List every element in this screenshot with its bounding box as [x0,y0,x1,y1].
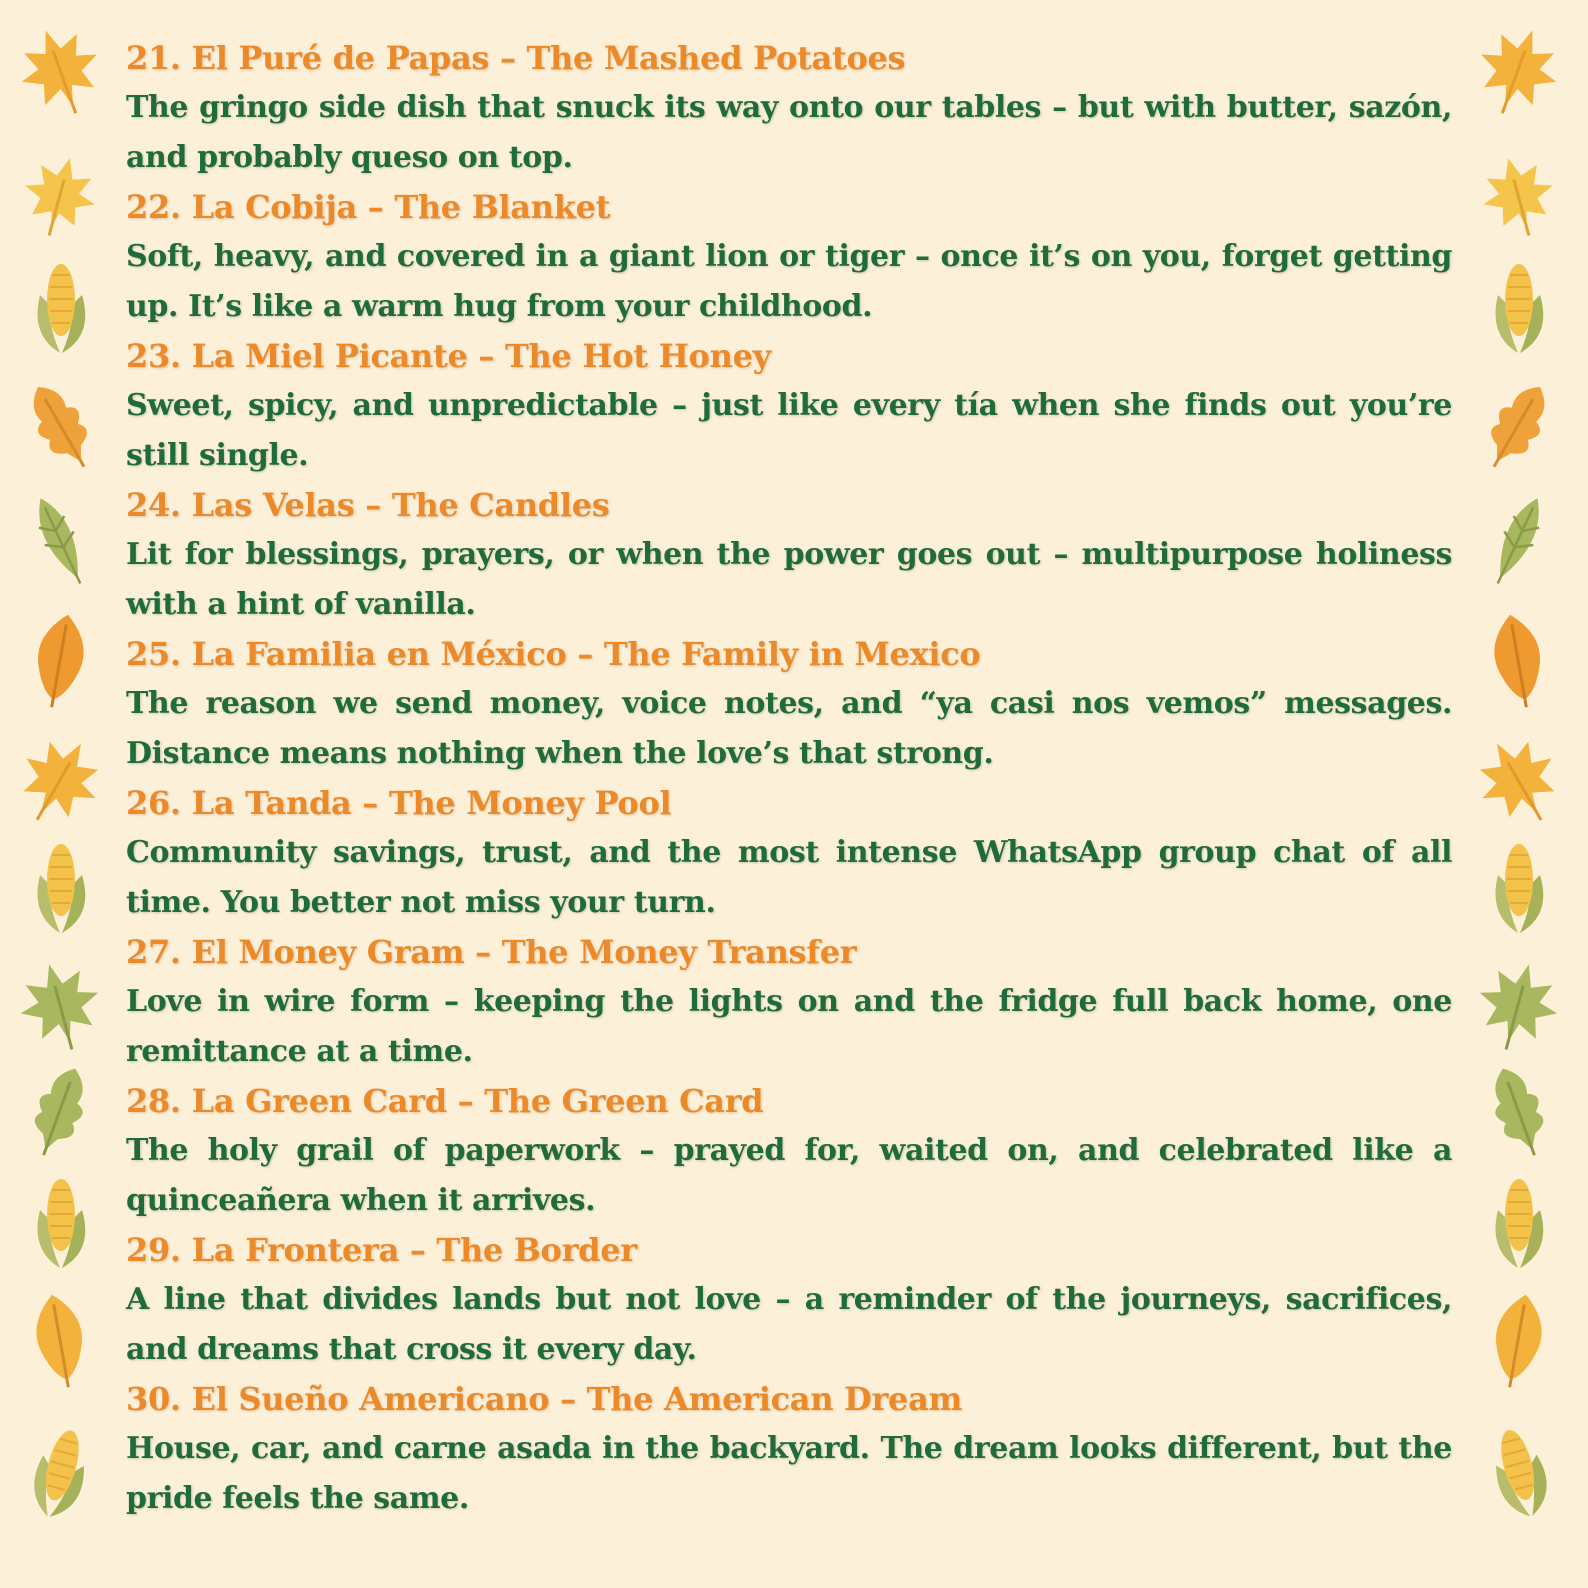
entry-title: 28. La Green Card – The Green Card [126,1082,764,1120]
maple-leaf-icon [1468,730,1568,830]
oval-leaf-icon [10,1290,110,1390]
corn-icon [1468,1420,1568,1520]
list-item [126,1375,1452,1524]
maple-leaf-icon [1468,20,1568,120]
entry-description: Love in wire form – keeping the lights on and the fridge full back home, one remittance at a time. [126,984,1452,1069]
entry-title: 23. La Miel Picante – The Hot Honey [126,337,771,375]
entry-description: A line that divides lands but not love – a reminder of the journeys, sacrifices, and dreams that cross it every day. [126,1282,1452,1367]
maple-leaf-icon [10,20,110,120]
corn-icon [1468,835,1568,935]
entry-title: 24. Las Velas – The Candles [126,486,610,524]
entry-title: 21. El Puré de Papas – The Mashed Potatoes [126,39,906,77]
entry-title: 29. La Frontera – The Border [126,1231,637,1269]
corn-icon [1468,255,1568,355]
oak-leaf-icon [10,375,110,475]
list-item [126,630,1452,779]
corn-icon [1468,1170,1568,1270]
oval-leaf-icon [1468,610,1568,710]
list-item [126,481,1452,630]
maple-leaf-icon [10,730,110,830]
corn-icon [10,1170,110,1270]
right-border [1468,0,1578,1588]
left-border [10,0,120,1588]
willow-leaf-icon [10,490,110,590]
oak-leaf-icon [1468,375,1568,475]
list-item [126,779,1452,928]
entry-description: Lit for blessings, prayers, or when the power goes out – multipurpose holiness with a hint of vanilla. [126,537,1452,622]
entry-title: 22. La Cobija – The Blanket [126,188,611,226]
entry-title: 26. La Tanda – The Money Pool [126,784,672,822]
oval-leaf-icon [1468,1290,1568,1390]
list-item [126,928,1452,1077]
list-item [126,332,1452,481]
maple-leaf-icon [1468,145,1568,245]
entry-description: Soft, heavy, and covered in a giant lion or tiger – once it’s on you, forget getting up. It’s like a warm hug from your childhood. [126,239,1452,324]
list-item [126,1077,1452,1226]
maple-leaf-icon [10,145,110,245]
maple-leaf-icon [10,955,110,1055]
maple-leaf-icon [1468,955,1568,1055]
oak-leaf-icon [1468,1060,1568,1160]
corn-icon [10,1420,110,1520]
entry-description: The holy grail of paperwork – prayed for, waited on, and celebrated like a quinceañera when it arrives. [126,1133,1452,1218]
entry-description: The reason we send money, voice notes, and “ya casi nos vemos” messages. Distance means nothing when the love’s that strong. [126,686,1452,771]
corn-icon [10,255,110,355]
list-item [126,34,1452,183]
entry-description: Community savings, trust, and the most intense WhatsApp group chat of all time. You better not miss your turn. [126,835,1452,920]
entry-description: House, car, and carne asada in the backyard. The dream looks different, but the pride feels the same. [126,1431,1452,1516]
entry-description: The gringo side dish that snuck its way onto our tables – but with butter, sazón, and probably queso on top. [126,90,1452,175]
list-item [126,183,1452,332]
corn-icon [10,835,110,935]
entry-title: 25. La Familia en México – The Family in Mexico [126,635,981,673]
oval-leaf-icon [10,610,110,710]
entry-title: 30. El Sueño Americano – The American Dream [126,1380,963,1418]
entry-title: 27. El Money Gram – The Money Transfer [126,933,857,971]
list-item [126,1226,1452,1375]
entry-list [126,34,1452,1524]
willow-leaf-icon [1468,490,1568,590]
oak-leaf-icon [10,1060,110,1160]
entry-description: Sweet, spicy, and unpredictable – just like every tía when she finds out you’re still single. [126,388,1452,473]
